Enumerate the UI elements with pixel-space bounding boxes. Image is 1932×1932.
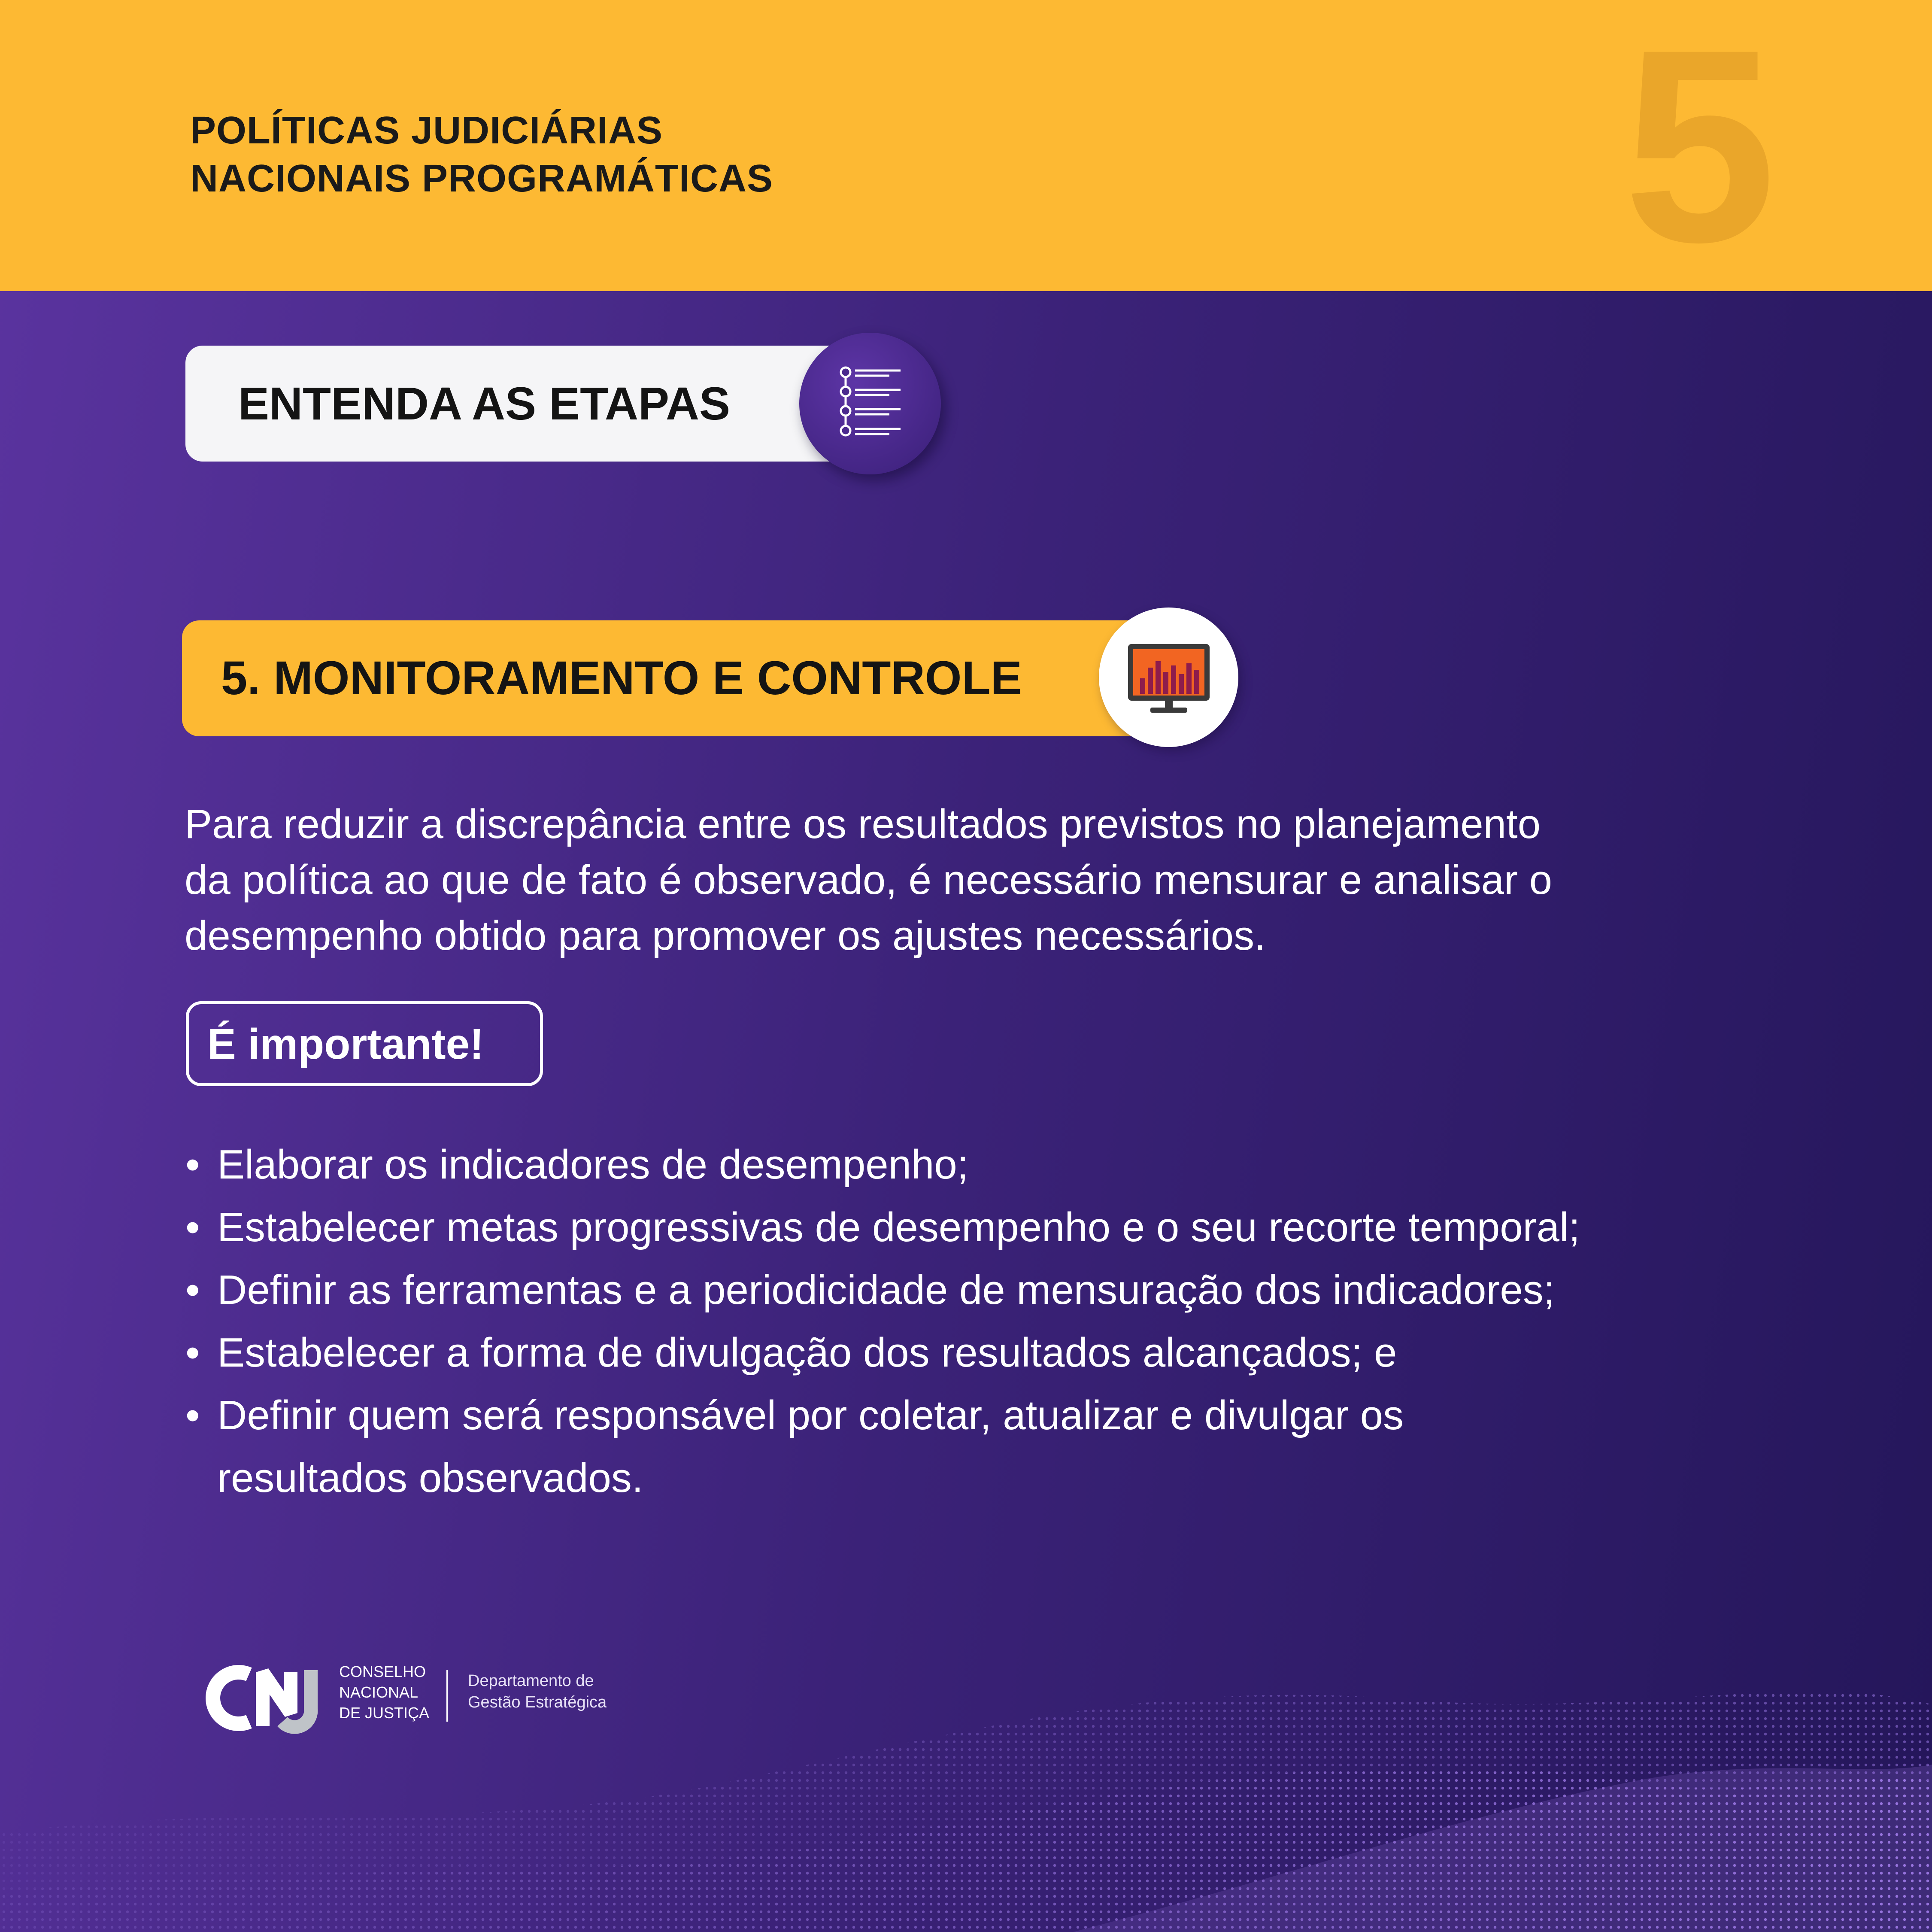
bullet-list xyxy=(185,1133,1859,1510)
description-line-3: desempenho obtido para promover os ajustes necessários. xyxy=(185,913,1266,959)
bullet-dot: • xyxy=(185,1142,200,1188)
logo-divider xyxy=(446,1670,448,1722)
cnj-logo-mark xyxy=(198,1657,331,1735)
page-title xyxy=(190,106,773,203)
department-line-2: Gestão Estratégica xyxy=(468,1693,607,1711)
logo-line-2: NACIONAL xyxy=(339,1683,419,1701)
bullet-dot: • xyxy=(185,1204,200,1250)
list-item-text: Definir as ferramentas e a periodicidade de mensuração dos indicadores; xyxy=(217,1267,1555,1313)
description-line-2: da política ao que de fato é observado, é necessário mensurar e analisar o xyxy=(185,857,1552,903)
list-item-text: Elaborar os indicadores de desempenho; xyxy=(217,1142,969,1188)
description-line-1: Para reduzir a discrepância entre os resultados previstos no planejamento xyxy=(185,801,1541,847)
page-title-line-2: NACIONAIS PROGRAMÁTICAS xyxy=(190,157,773,200)
list-item-text: Estabelecer a forma de divulgação dos resultados alcançados; e xyxy=(217,1330,1397,1376)
logo-line-3: DE JUSTIÇA xyxy=(339,1704,430,1722)
monitor-bar-chart-icon xyxy=(1099,608,1238,747)
bullet-dot: • xyxy=(185,1267,200,1313)
list-item xyxy=(185,1384,1859,1447)
timeline-list-icon xyxy=(799,333,941,474)
list-item xyxy=(185,1196,1859,1259)
description-paragraph xyxy=(185,796,1816,964)
list-item-continuation xyxy=(185,1447,1859,1510)
bullet-dot: • xyxy=(185,1330,200,1376)
list-item-text: Definir quem será responsável por coletar, atualizar e divulgar os xyxy=(217,1392,1404,1438)
list-item xyxy=(185,1133,1859,1196)
list-item xyxy=(185,1321,1859,1384)
list-item-text: resultados observados. xyxy=(217,1455,643,1501)
cnj-logo-text xyxy=(339,1662,429,1723)
page-title-line-1: POLÍTICAS JUDICIÁRIAS xyxy=(190,109,663,152)
logo-line-1: CONSELHO xyxy=(339,1663,426,1680)
department-name xyxy=(468,1670,607,1713)
section-badge-label: ENTENDA AS ETAPAS xyxy=(238,377,731,429)
step-number: 5 xyxy=(1623,0,1776,299)
important-label: É importante! xyxy=(207,1020,484,1068)
bullet-dot: • xyxy=(185,1392,200,1438)
department-line-1: Departamento de xyxy=(468,1672,594,1690)
cnj-logo xyxy=(198,1657,670,1735)
list-item xyxy=(185,1259,1859,1321)
step-badge-label: 5. MONITORAMENTO E CONTROLE xyxy=(221,652,1022,705)
list-item-text: Estabelecer metas progressivas de desempenho e o seu recorte temporal; xyxy=(217,1204,1580,1250)
